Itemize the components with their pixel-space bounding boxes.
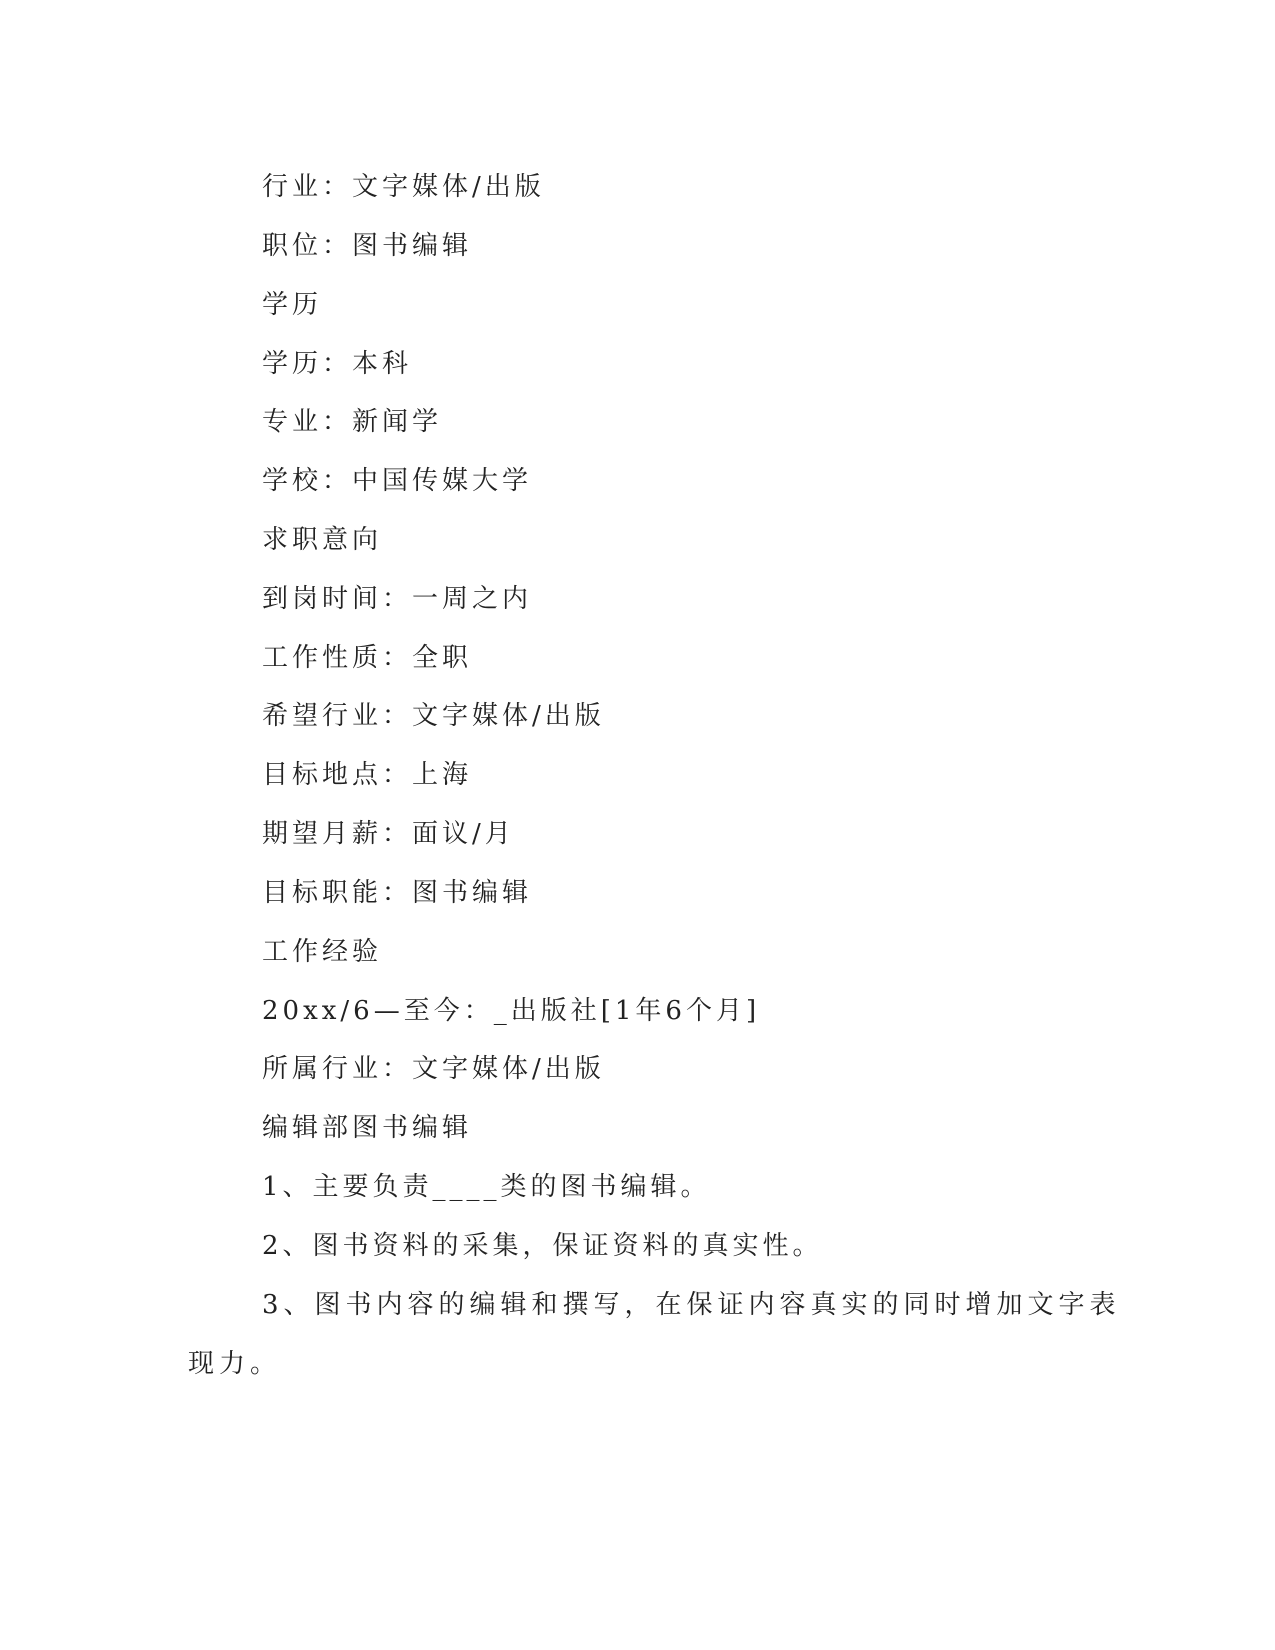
job-intention-heading: 求职意向 — [262, 525, 383, 555]
duty-item-3: 3、图书内容的编辑和撰写，在保证内容真实的同时增加文字表 — [262, 1290, 1121, 1320]
duty-item-2: 2、图书资料的采集，保证资料的真实性。 — [262, 1231, 823, 1261]
work-experience-heading: 工作经验 — [262, 937, 383, 967]
duty-item-1: 1、主要负责____类的图书编辑。 — [262, 1172, 711, 1202]
major-line: 专业：新闻学 — [262, 407, 443, 437]
duty-item-3-continuation: 现力。 — [188, 1349, 282, 1379]
target-function-line: 目标职能：图书编辑 — [262, 878, 533, 908]
company-industry-line: 所属行业：文字媒体/出版 — [262, 1054, 605, 1084]
expected-salary-line: 期望月薪：面议/月 — [262, 819, 515, 849]
position-line: 职位：图书编辑 — [262, 231, 473, 261]
education-heading: 学历 — [262, 290, 323, 320]
employment-period-line: 20xx/6—至今：_出版社[1年6个月] — [262, 996, 761, 1026]
target-location-line: 目标地点：上海 — [262, 760, 473, 790]
degree-line: 学历：本科 — [262, 349, 413, 379]
job-type-line: 工作性质：全职 — [262, 643, 473, 673]
start-time-line: 到岗时间：一周之内 — [262, 584, 533, 614]
industry-line: 行业：文字媒体/出版 — [262, 172, 545, 202]
department-role-line: 编辑部图书编辑 — [262, 1113, 473, 1143]
desired-industry-line: 希望行业：文字媒体/出版 — [262, 701, 605, 731]
school-line: 学校：中国传媒大学 — [262, 466, 533, 496]
